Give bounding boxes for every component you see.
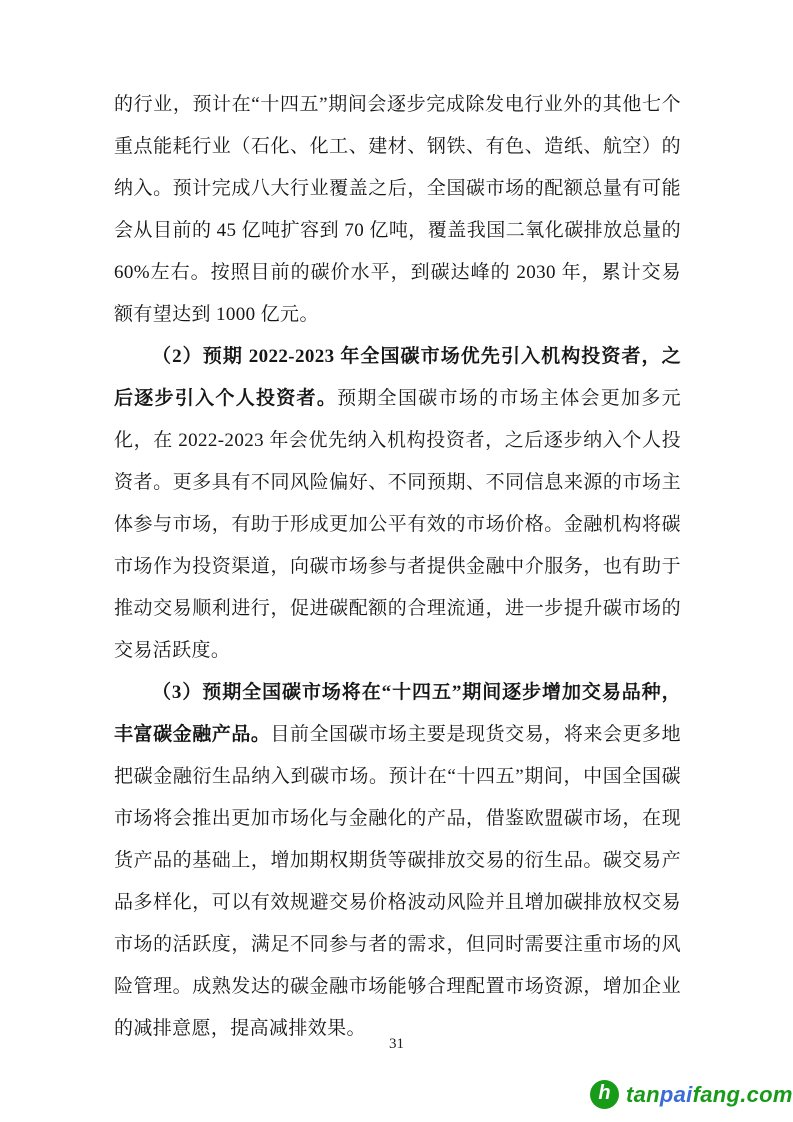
logo-segment-fang: fang bbox=[692, 1081, 741, 1107]
site-logo-watermark bbox=[590, 1080, 793, 1109]
logo-segment-com: .com bbox=[740, 1081, 793, 1107]
paragraph-lead-bold: （2）预期 2022-2023 年全国碳市场优先引入机构投资者，之后逐步引入个人投资者。 bbox=[114, 346, 681, 409]
site-logo-text bbox=[626, 1082, 793, 1108]
paragraph bbox=[114, 336, 681, 672]
paragraph-text: 预期全国碳市场的市场主体会更加多元化，在 2022-2023 年会优先纳入机构投资者，之后逐步纳入个人投资者。更多具有不同风险偏好、不同预期、不同信息来源的市场主体参与市场，有助于形成更加公平有效的市场价格。金融机构将碳市场作为投资渠道，向碳市场参与者提供金融中介服务，也有助于推动交易顺利进行，促进碳配额的合理流通，进一步提升碳市场的交易活跃度。 bbox=[114, 388, 681, 661]
logo-segment-tan: tan bbox=[626, 1081, 660, 1107]
paragraph bbox=[114, 84, 681, 336]
page-body bbox=[114, 84, 681, 1050]
logo-segment-pai: pai bbox=[659, 1081, 693, 1107]
paragraph-text: 的行业，预计在“十四五”期间会逐步完成除发电行业外的其他七个重点能耗行业（石化、化工、建材、钢铁、有色、造纸、航空）的纳入。预计完成八大行业覆盖之后，全国碳市场的配额总量有可能会从目前的 45 亿吨扩容到 70 亿吨，覆盖我国二氧化碳排放总量的 60%左右。按照目前的碳价水平，到碳达峰的 2030 年，累计交易额有望达到 1000 亿元。 bbox=[114, 94, 681, 325]
paragraph-text: 目前全国碳市场主要是现货交易，将来会更多地把碳金融衍生品纳入到碳市场。预计在“十四五”期间，中国全国碳市场将会推出更加市场化与金融化的产品，借鉴欧盟碳市场，在现货产品的基础上，增加期权期货等碳排放交易的衍生品。碳交易产品多样化，可以有效规避交易价格波动风险并且增加碳排放权交易市场的活跃度，满足不同参与者的需求，但同时需要注重市场的风险管理。成熟发达的碳金融市场能够合理配置市场资源，增加企业的减排意愿，提高减排效果。 bbox=[114, 724, 681, 1039]
page-number: 31 bbox=[389, 1036, 404, 1052]
paragraph-lead-bold: （3）预期全国碳市场将在“十四五”期间逐步增加交易品种，丰富碳金融产品。 bbox=[114, 682, 681, 745]
tanpaifang-leaf-icon: h bbox=[590, 1080, 619, 1109]
paragraph bbox=[114, 672, 681, 1050]
